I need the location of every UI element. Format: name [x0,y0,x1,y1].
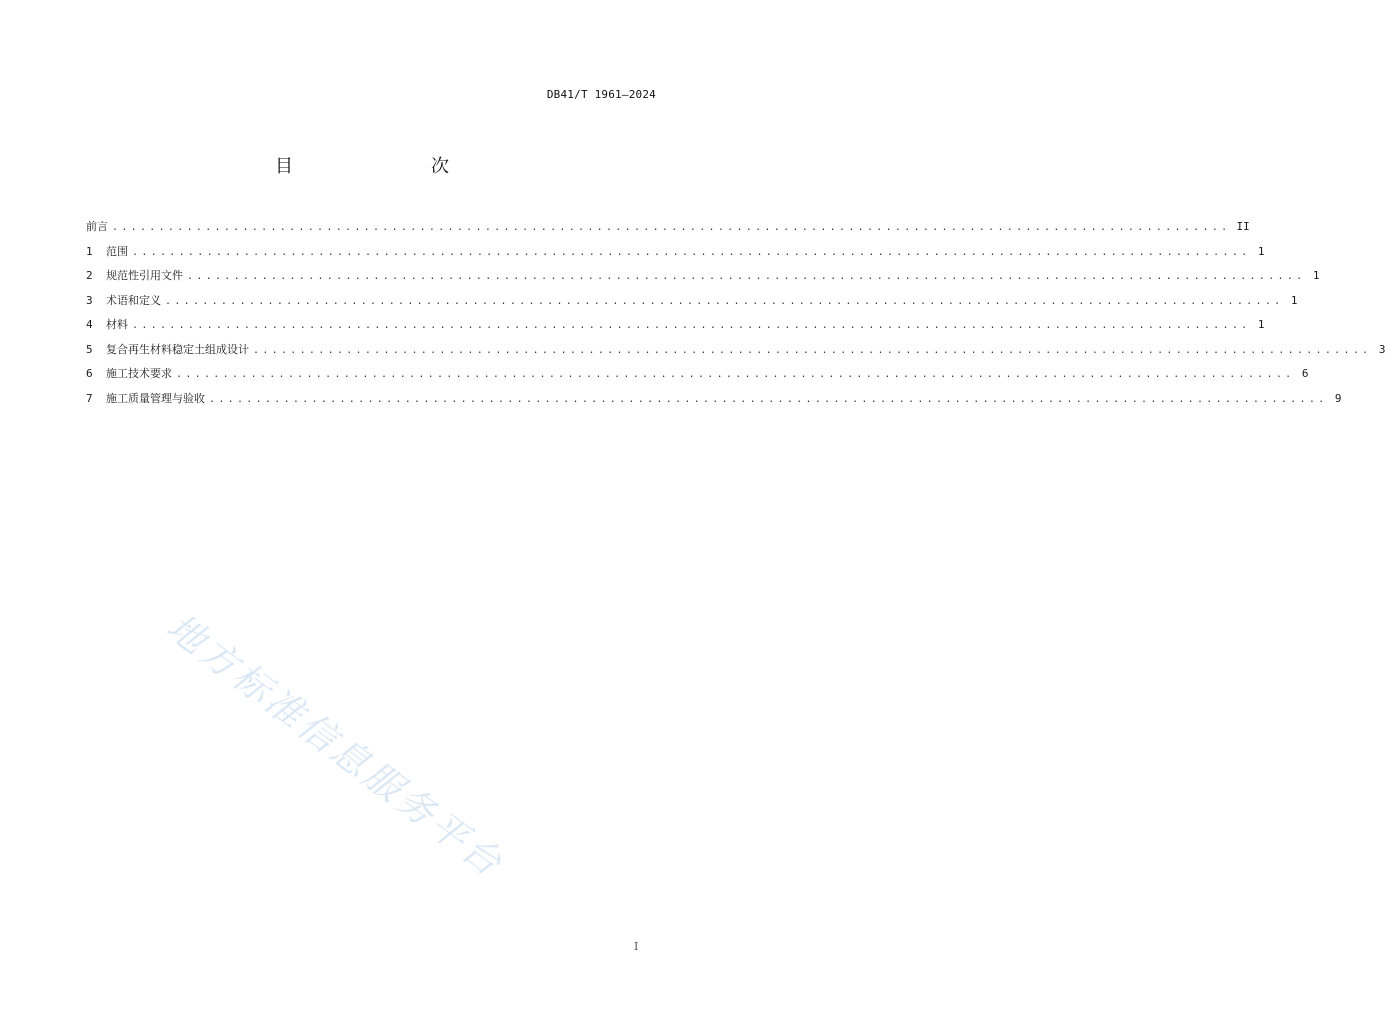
toc-entry-page: 1 [1257,244,1265,258]
toc-entry-label: 规范性引用文件 [106,269,183,282]
toc-leader-dots: ........................................................................................................................ [209,393,1328,405]
toc-entry-page: 1 [1290,293,1298,307]
toc-entry-page: 1 [1312,269,1320,282]
toc-entry-terms-definitions[interactable] [86,292,1298,317]
toc-entry-construction-requirements[interactable] [86,365,1309,390]
toc-leader-dots: ........................................................................................................................ [187,271,1306,282]
page-number: I [634,940,639,953]
toc-entry-normative-references[interactable] [86,267,1320,292]
toc-entry-materials[interactable] [86,316,1265,341]
toc-entry-foreword[interactable] [86,218,1250,243]
toc-leader-dots: ........................................................................................................................ [253,344,1372,356]
toc-entry-number: 4 [86,318,93,331]
toc-leader-dots: ........................................................................................................................ [176,369,1295,380]
table-of-contents [86,218,1385,414]
toc-leader-dots: ........................................................................................................................ [112,222,1231,233]
toc-entry-label: 施工质量管理与验收 [106,391,205,405]
toc-entry-page: II [1236,220,1250,233]
toc-entry-number: 3 [86,293,93,307]
toc-entry-label: 材料 [106,318,128,331]
toc-entry-page: 9 [1334,391,1342,405]
toc-entry-quality-acceptance[interactable] [86,390,1342,415]
toc-entry-label: 复合再生材料稳定土组成设计 [106,342,249,356]
watermark: 地方标准信息服务平台 [158,605,513,887]
toc-entry-page: 6 [1301,367,1309,380]
toc-entry-mix-design[interactable] [86,341,1385,366]
toc-entry-label: 前言 [86,220,108,233]
toc-entry-number: 7 [86,391,93,405]
toc-entry-number: 1 [86,244,93,258]
toc-entry-scope[interactable] [86,243,1265,268]
toc-entry-label: 范围 [106,244,128,258]
toc-leader-dots: ........................................................................................................................ [132,246,1251,258]
toc-entry-label: 术语和定义 [106,293,161,307]
toc-entry-number: 5 [86,342,93,356]
page-title: 目 次 [275,156,483,177]
toc-entry-page: 1 [1257,318,1265,331]
toc-entry-page: 3 [1378,342,1385,356]
toc-leader-dots: ........................................................................................................................ [132,320,1251,331]
toc-leader-dots: ........................................................................................................................ [165,295,1284,307]
toc-entry-number: 6 [86,367,93,380]
toc-entry-label: 施工技术要求 [106,367,172,380]
toc-entry-number: 2 [86,269,93,282]
standard-code: DB41/T 1961—2024 [546,88,656,101]
